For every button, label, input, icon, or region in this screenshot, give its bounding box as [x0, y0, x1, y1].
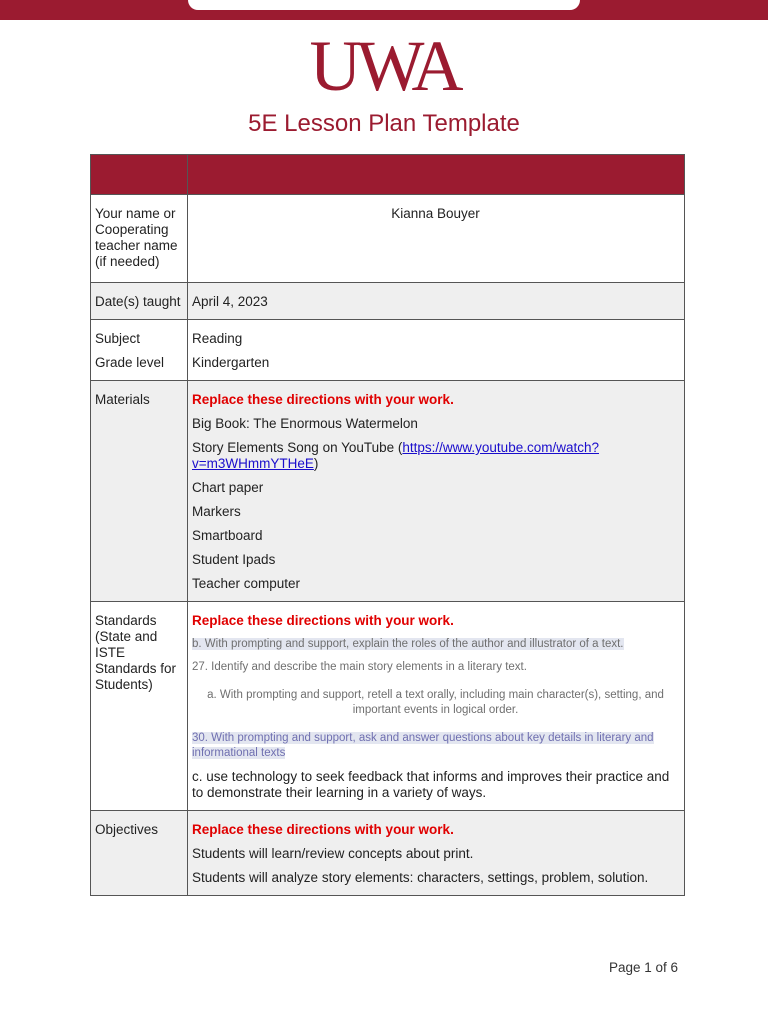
table-row-standards: [91, 602, 685, 811]
youtube-link[interactable]: https://www.youtube.com/watch?v=m3WHmmYTHeE: [192, 440, 599, 471]
label-grade: Grade level: [95, 355, 165, 370]
date-taught: April 4, 2023: [188, 283, 685, 320]
objectives-cell: [188, 811, 685, 896]
song-suffix: ): [313, 456, 319, 471]
label-subject: Subject: [95, 331, 141, 346]
table-row-subject: [91, 320, 685, 381]
standard-item: c. use technology to seek feedback that informs and improves their practice and to demonstrate their learning in a variety of ways.: [192, 769, 670, 800]
lesson-plan-table: [90, 154, 685, 896]
table-row-dates: [91, 283, 685, 320]
page-number: Page 1 of 6: [608, 960, 678, 975]
list-item-song: [192, 440, 679, 472]
row-label: Objectives: [91, 811, 188, 896]
grade-value: Kindergarten: [192, 355, 270, 370]
header-cell-right: [188, 155, 685, 195]
directions-text: Replace these directions with your work.: [192, 613, 454, 628]
materials-cell: [188, 381, 685, 602]
table-row-name: [91, 195, 685, 283]
row-label: Materials: [91, 381, 188, 602]
row-label-cell: [91, 320, 188, 381]
table-header-row: [91, 155, 685, 195]
top-banner-tab: [188, 0, 580, 10]
subject-cell: [188, 320, 685, 381]
row-label: Date(s) taught: [91, 283, 188, 320]
standard-text: b. With prompting and support, explain the roles of the author and illustrator of a text.: [192, 638, 624, 650]
header-cell-left: [91, 155, 188, 195]
teacher-name: Kianna Bouyer: [188, 195, 685, 283]
standard-text: 30. With prompting and support, ask and answer questions about key details in literary and informational texts: [192, 732, 654, 759]
song-prefix: Story Elements Song on YouTube (: [192, 440, 403, 455]
row-label: Your name or Cooperating teacher name (if needed): [91, 195, 188, 283]
standard-item: [192, 637, 679, 652]
standard-item: [192, 731, 679, 761]
standard-item: 27. Identify and describe the main story elements in a literary text.: [192, 661, 527, 673]
table-row-objectives: [91, 811, 685, 896]
list-item: Chart paper: [192, 480, 264, 495]
objective-item: Students will analyze story elements: characters, settings, problem, solution.: [192, 870, 649, 885]
directions-text: Replace these directions with your work.: [192, 392, 454, 407]
list-item: Smartboard: [192, 528, 263, 543]
subject-value: Reading: [192, 331, 243, 346]
directions-text: Replace these directions with your work.: [192, 822, 454, 837]
list-item: Big Book: The Enormous Watermelon: [192, 416, 418, 431]
standard-item: a. With prompting and support, retell a text orally, including main character(s), setting, and important events in logical order.: [207, 689, 664, 716]
objective-item: Students will learn/review concepts about print.: [192, 846, 474, 861]
list-item: Student Ipads: [192, 552, 276, 567]
row-label: Standards (State and ISTE Standards for Students): [91, 602, 188, 811]
uwa-logo: UWA: [309, 26, 459, 106]
list-item: Teacher computer: [192, 576, 301, 591]
table-row-materials: [91, 381, 685, 602]
page-title: 5E Lesson Plan Template: [248, 110, 520, 137]
standards-cell: [188, 602, 685, 811]
list-item: Markers: [192, 504, 241, 519]
